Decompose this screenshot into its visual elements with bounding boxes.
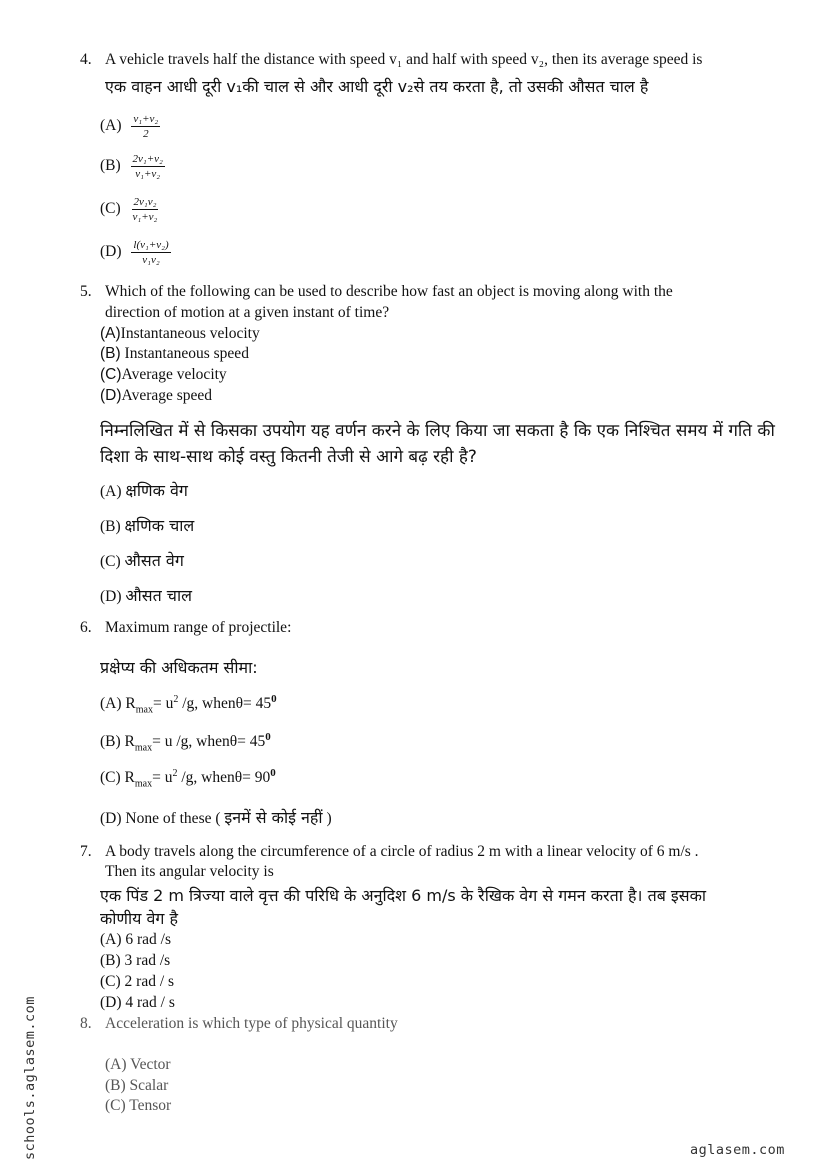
q6-option-d-post: ) bbox=[322, 810, 332, 827]
q4-option-b bbox=[100, 152, 165, 181]
q5-option-en-c-label: (C) bbox=[100, 366, 122, 383]
q7-question-en-line2: Then its angular velocity is bbox=[105, 863, 274, 880]
q6-option-a-sup: 2 bbox=[173, 694, 179, 705]
q5-question-en-line1: Which of the following can be used to describe how fast an object is moving along with the bbox=[105, 283, 673, 300]
q5-option-en-c bbox=[100, 366, 227, 384]
q4-option-c bbox=[100, 195, 159, 224]
q4-option-c-fraction bbox=[131, 195, 160, 224]
q7-option-c: (C) 2 rad / s bbox=[100, 973, 175, 990]
q5-option-en-d bbox=[100, 387, 212, 405]
q7-number: 7. bbox=[80, 843, 92, 860]
q4-option-a bbox=[100, 112, 160, 141]
q5-option-en-b-text: Instantaneous speed bbox=[120, 345, 249, 362]
q4-option-a-numerator: v₁+v₂ bbox=[133, 113, 159, 125]
q4-number: 4. bbox=[80, 51, 92, 68]
q5-option-en-a-label: (A) bbox=[100, 325, 121, 342]
q4-option-d-fraction bbox=[131, 238, 170, 267]
q6-option-b-sub: max bbox=[134, 742, 153, 754]
q6-option-d bbox=[100, 806, 332, 828]
side-watermark: schools.aglasem.com bbox=[22, 996, 38, 1160]
q7-question-hi-line2: कोणीय वेग है bbox=[100, 909, 178, 928]
q4-option-c-numerator: 2v₁v₂ bbox=[133, 196, 157, 208]
q5-option-en-c-text: Average velocity bbox=[121, 366, 227, 383]
q5-option-hi-a-label: (A) bbox=[100, 483, 122, 500]
q5-option-hi-c-label: (C) bbox=[100, 553, 121, 570]
q4-option-d bbox=[100, 238, 171, 267]
q4-option-d-numerator: l(v₁+v₂) bbox=[133, 239, 169, 251]
q6-option-a bbox=[100, 693, 277, 715]
q4-option-d-label: (D) bbox=[100, 243, 122, 261]
q8-option-a: (A) Vector bbox=[105, 1056, 171, 1073]
q7-question-en-line1: A body travels along the circumference of a circle of radius 2 m with a linear velocity of 6 m/s . bbox=[105, 843, 699, 860]
q6-option-a-sub: max bbox=[135, 704, 153, 716]
q6-option-b-post: = u /g, whenθ= 45 bbox=[152, 733, 266, 751]
q4-option-a-fraction bbox=[131, 112, 160, 141]
q4-option-d-denominator: v₁v₂ bbox=[142, 254, 160, 266]
q4-option-c-label: (C) bbox=[100, 200, 121, 218]
q8-question-en: Acceleration is which type of physical quantity bbox=[105, 1015, 398, 1032]
q6-option-a-label: (A) R bbox=[100, 695, 136, 713]
q5-option-en-b bbox=[100, 345, 249, 363]
q4-option-b-label: (B) bbox=[100, 157, 121, 175]
q5-number: 5. bbox=[80, 283, 92, 300]
q6-option-a-post: /g, whenθ= 45 bbox=[178, 695, 272, 713]
q8-option-c: (C) Tensor bbox=[105, 1097, 172, 1114]
q6-option-b-label: (B) R bbox=[100, 733, 135, 751]
q5-option-en-b-label: (B) bbox=[100, 345, 121, 362]
q5-option-hi-d bbox=[100, 584, 192, 606]
q4-option-b-numerator: 2v₁+v₂ bbox=[132, 153, 163, 165]
q5-option-en-d-text: Average speed bbox=[121, 387, 213, 404]
q6-option-c bbox=[100, 767, 276, 789]
q5-option-hi-a bbox=[100, 479, 188, 501]
q6-option-c-label: (C) R bbox=[100, 769, 135, 787]
q8-number: 8. bbox=[80, 1015, 92, 1032]
q5-option-hi-d-label: (D) bbox=[100, 588, 122, 605]
q5-option-en-d-label: (D) bbox=[100, 387, 122, 404]
q6-question-en: Maximum range of projectile: bbox=[105, 619, 292, 636]
q6-number: 6. bbox=[80, 619, 92, 636]
q5-option-hi-c-text: औसत वेग bbox=[124, 551, 184, 570]
bottom-watermark: aglasem.com bbox=[690, 1142, 785, 1158]
q4-option-a-label: (A) bbox=[100, 117, 122, 135]
q4-option-c-denominator: v₁+v₂ bbox=[132, 211, 158, 223]
q5-question-en-line2: direction of motion at a given instant of time? bbox=[105, 304, 390, 321]
q5-question-hi-line1: निम्नलिखित में से किसका उपयोग यह वर्णन करने के लिए किया जा सकता है कि एक निश्चित समय में गति की bbox=[100, 421, 775, 441]
q7-option-a: (A) 6 rad /s bbox=[100, 931, 172, 948]
q4-option-b-fraction bbox=[131, 152, 165, 181]
q7-option-b: (B) 3 rad /s bbox=[100, 952, 171, 969]
q6-question-hi: प्रक्षेप्य की अधिकतम सीमा: bbox=[100, 658, 258, 677]
q5-question-hi-line2: दिशा के साथ-साथ कोई वस्तु कितनी तेजी से आगे बढ़ रही है? bbox=[100, 447, 477, 467]
q4-question-hi: एक वाहन आधी दूरी v₁की चाल से और आधी दूरी v₂से तय करता है, तो उसकी औसत चाल है bbox=[105, 77, 649, 96]
q6-option-a-degree: 0 bbox=[271, 693, 277, 705]
q4-question-en: A vehicle travels half the distance with speed v₁ and half with speed v₂, then its average speed is bbox=[105, 51, 703, 68]
q5-option-hi-b bbox=[100, 514, 194, 536]
q8-option-b: (B) Scalar bbox=[105, 1077, 169, 1094]
q6-option-a-pre: = u bbox=[152, 695, 174, 713]
q5-option-hi-b-text: क्षणिक चाल bbox=[124, 516, 195, 535]
q6-option-c-degree: 0 bbox=[270, 767, 276, 779]
q5-option-en-a-text: Instantaneous velocity bbox=[120, 325, 260, 342]
q6-option-d-label: (D) None of these ( bbox=[100, 810, 225, 827]
q6-option-b bbox=[100, 731, 271, 753]
q4-option-b-denominator: v₁+v₂ bbox=[135, 168, 161, 180]
q5-option-hi-d-text: औसत चाल bbox=[125, 586, 192, 605]
q6-option-c-sup: 2 bbox=[172, 768, 178, 779]
q5-option-en-a bbox=[100, 325, 260, 343]
q5-option-hi-b-label: (B) bbox=[100, 518, 121, 535]
q6-option-c-sub: max bbox=[134, 778, 153, 790]
q7-question-hi-line1: एक पिंड 2 m त्रिज्या वाले वृत्त की परिधि के अनुदिश 6 m/s के रैखिक वेग से गमन करता है। तब इसका bbox=[100, 886, 707, 905]
q5-option-hi-a-text: क्षणिक वेग bbox=[125, 481, 188, 500]
q5-option-hi-c bbox=[100, 549, 184, 571]
q6-option-d-hi: इनमें से कोई नहीं bbox=[224, 808, 323, 827]
q6-option-c-pre: = u bbox=[152, 769, 173, 787]
q6-option-b-degree: 0 bbox=[265, 731, 271, 743]
q6-option-c-post: /g, whenθ= 90 bbox=[177, 769, 271, 787]
q4-option-a-denominator: 2 bbox=[143, 128, 149, 140]
q7-option-d: (D) 4 rad / s bbox=[100, 994, 175, 1011]
